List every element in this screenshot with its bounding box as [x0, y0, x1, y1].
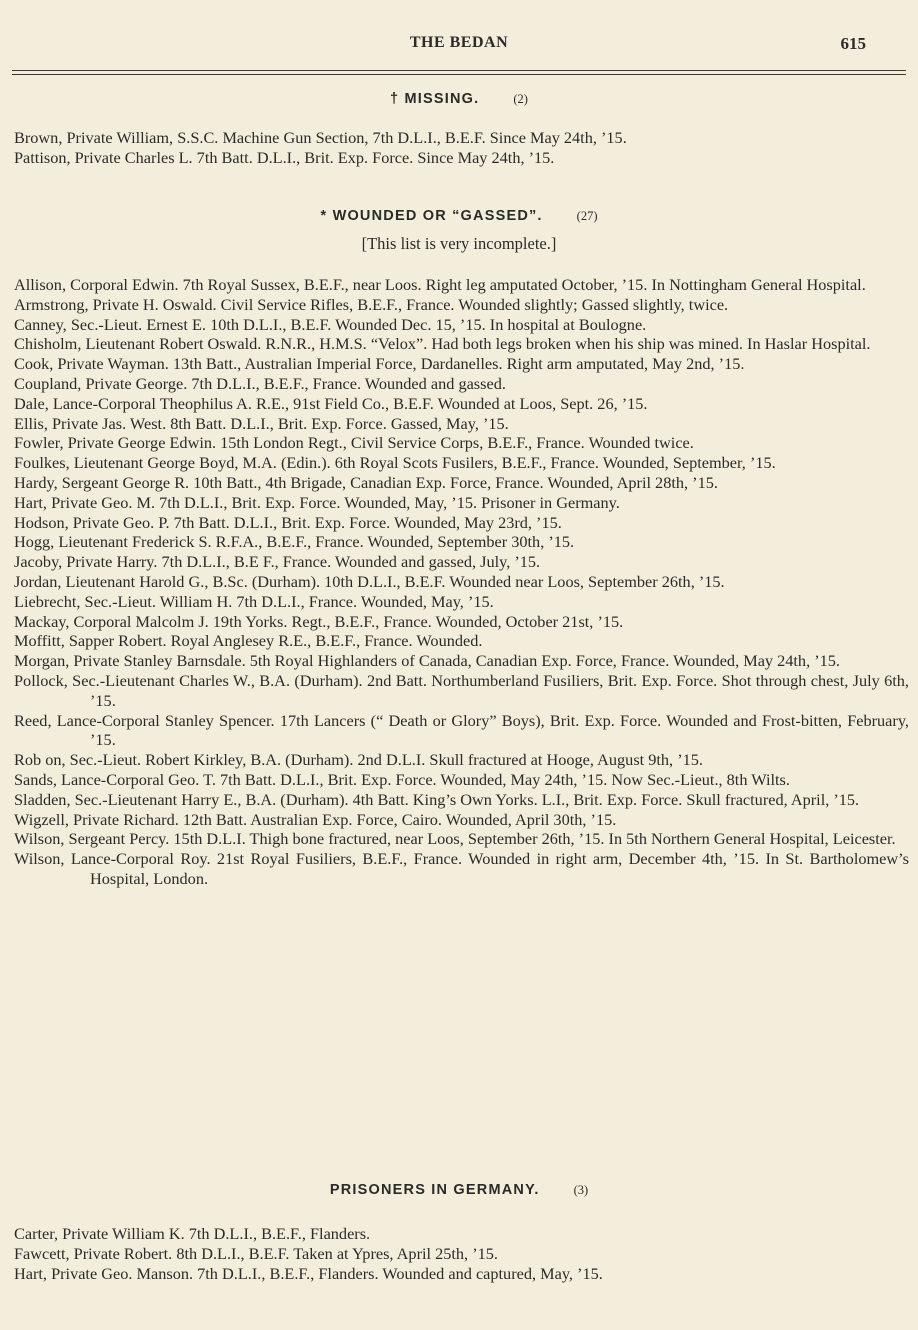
- list-item: Jordan, Lieutenant Harold G., B.Sc. (Durham). 10th D.L.I., B.E.F. Wounded near Loos, September 26th, ’15.: [14, 571, 725, 591]
- list-item: Liebrecht, Sec.-Lieut. William H. 7th D.L.I., France. Wounded, May, ’15.: [14, 591, 494, 611]
- running-title: THE BEDAN: [409, 34, 509, 51]
- header-rule: [12, 74, 906, 75]
- prisoners-heading: [0, 1182, 918, 1198]
- list-item: Chisholm, Lieutenant Robert Oswald. R.N.R., H.M.S. “Velox”. Had both legs broken when his ship was mined. In Haslar Hospital.: [14, 334, 871, 354]
- list-item: Ellis, Private Jas. West. 8th Batt. D.L.I., Brit. Exp. Force. Gassed, May, ’15.: [14, 413, 509, 433]
- list-item: Brown, Private William, S.S.C. Machine Gun Section, 7th D.L.I., B.E.F. Since May 24th, ’15.: [14, 128, 627, 147]
- list-item: Hogg, Lieutenant Frederick S. R.F.A., B.E.F., France. Wounded, September 30th, ’15.: [14, 532, 575, 552]
- list-item: Sladden, Sec.-Lieutenant Harry E., B.A. (Durham). 4th Batt. King’s Own Yorks. L.I., Brit. Exp. Force. Skull fractured, April, ’15.: [14, 789, 860, 809]
- header-rule: [12, 70, 906, 71]
- list-item: Cook, Private Wayman. 13th Batt., Australian Imperial Force, Dardanelles. Right arm amputated, May 2nd, ’15.: [14, 354, 745, 374]
- list-item: Pollock, Sec.-Lieutenant Charles W., B.A. (Durham). 2nd Batt. Northumberland Fusiliers, Brit. Exp. Force. Shot through chest, July 6th, ’15.: [14, 670, 909, 710]
- list-item: Carter, Private William K. 7th D.L.I., B.E.F., Flanders.: [14, 1224, 371, 1243]
- list-item: Jacoby, Private Harry. 7th D.L.I., B.E F., France. Wounded and gassed, July, ’15.: [14, 552, 541, 572]
- wounded-heading: [0, 208, 918, 224]
- wounded-list: [14, 275, 909, 889]
- prisoners-count: (3): [573, 1183, 589, 1197]
- list-item: Wigzell, Private Richard. 12th Batt. Australian Exp. Force, Cairo. Wounded, April 30th, ’15.: [14, 809, 617, 829]
- list-item: Allison, Corporal Edwin. 7th Royal Sussex, B.E.F., near Loos. Right leg amputated October, ’15. In Nottingham General Hospital.: [14, 275, 866, 294]
- list-item: Hardy, Sergeant George R. 10th Batt., 4th Brigade, Canadian Exp. Force, France. Wounded, April 28th, ’15.: [14, 472, 718, 492]
- list-item: Mackay, Corporal Malcolm J. 19th Yorks. Regt., B.E.F., France. Wounded, October 21st, ’15.: [14, 611, 624, 631]
- wounded-note: [This list is very incomplete.]: [361, 234, 557, 253]
- missing-heading: [0, 91, 918, 107]
- list-item: Hodson, Private Geo. P. 7th Batt. D.L.I., Brit. Exp. Force. Wounded, May 23rd, ’15.: [14, 512, 562, 532]
- missing-list: [14, 128, 909, 168]
- list-item: Canney, Sec.-Lieut. Ernest E. 10th D.L.I., B.E.F. Wounded Dec. 15, ’15. In hospital at Boulogne.: [14, 314, 647, 334]
- list-item: Coupland, Private George. 7th D.L.I., B.E.F., France. Wounded and gassed.: [14, 373, 506, 393]
- list-item: Armstrong, Private H. Oswald. Civil Service Rifles, B.E.F., France. Wounded slightly; Gassed slightly, twice.: [14, 294, 729, 314]
- prisoners-heading-text: PRISONERS IN GERMANY.: [329, 1182, 540, 1198]
- list-item: Hart, Private Geo. M. 7th D.L.I., Brit. Exp. Force. Wounded, May, ’15. Prisoner in Germany.: [14, 492, 620, 512]
- list-item: Sands, Lance-Corporal Geo. T. 7th Batt. D.L.I., Brit. Exp. Force. Wounded, May 24th, ’15. Now Sec.-Lieut., 8th Wilts.: [14, 769, 790, 789]
- missing-heading-text: † MISSING.: [390, 91, 480, 107]
- wounded-count: (27): [576, 209, 598, 223]
- list-item: Hart, Private Geo. Manson. 7th D.L.I., B.E.F., Flanders. Wounded and captured, May, ’15.: [14, 1263, 603, 1283]
- list-item: Dale, Lance-Corporal Theophilus A. R.E., 91st Field Co., B.E.F. Wounded at Loos, Sept. 26, ’15.: [14, 393, 648, 413]
- list-item: Morgan, Private Stanley Barnsdale. 5th Royal Highlanders of Canada, Canadian Exp. Force, France. Wounded, May 24th, ’15.: [14, 651, 840, 671]
- list-item: Reed, Lance-Corporal Stanley Spencer. 17th Lancers (“ Death or Glory” Boys), Brit. Exp. Force. Wounded and Frost-bitten, February, ’15.: [14, 710, 909, 750]
- wounded-heading-text: * WOUNDED OR “GASSED”.: [320, 208, 543, 224]
- running-head: [0, 34, 918, 58]
- list-item: Rob on, Sec.-Lieut. Robert Kirkley, B.A. (Durham). 2nd D.L.I. Skull fractured at Hooge, August 9th, ’15.: [14, 750, 703, 770]
- list-item: Wilson, Sergeant Percy. 15th D.L.I. Thigh bone fractured, near Loos, September 26th, ’15. In 5th Northern General Hospital, Leicester.: [14, 829, 896, 849]
- list-item: Foulkes, Lieutenant George Boyd, M.A. (Edin.). 6th Royal Scots Fusilers, B.E.F., France. Wounded, September, ’15.: [14, 453, 776, 473]
- prisoners-list: [14, 1224, 909, 1283]
- list-item: Moffitt, Sapper Robert. Royal Anglesey R.E., B.E.F., France. Wounded.: [14, 631, 483, 651]
- list-item: Wilson, Lance-Corporal Roy. 21st Royal Fusiliers, B.E.F., France. Wounded in right arm, December 4th, ’15. In St. Bartholomew’s Hospital, London.: [14, 849, 909, 888]
- missing-count: (2): [513, 92, 528, 106]
- list-item: Fowler, Private George Edwin. 15th London Regt., Civil Service Corps, B.E.F., France. Wounded twice.: [14, 433, 694, 453]
- list-item: Pattison, Private Charles L. 7th Batt. D.L.I., Brit. Exp. Force. Since May 24th, ’15.: [14, 147, 555, 167]
- list-item: Fawcett, Private Robert. 8th D.L.I., B.E.F. Taken at Ypres, April 25th, ’15.: [14, 1243, 498, 1263]
- page-number: 615: [840, 34, 866, 53]
